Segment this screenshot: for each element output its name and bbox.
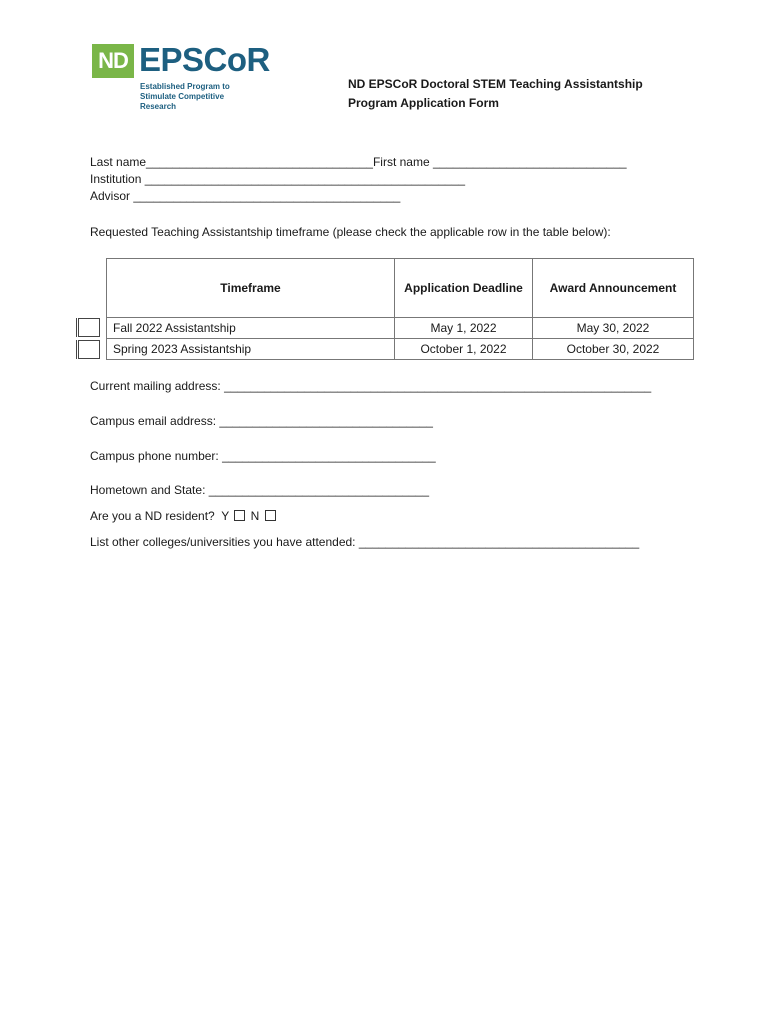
colleges-field[interactable]: __________________________________________ [358, 535, 640, 549]
institution-row [90, 172, 465, 186]
email-label: Campus email address: [90, 414, 217, 428]
first-name-label: First name [372, 155, 430, 169]
name-row [90, 155, 627, 169]
table-header: Award Announcement [533, 259, 694, 318]
advisor-row [90, 189, 400, 203]
resident-y-checkbox[interactable] [234, 510, 245, 521]
phone-field[interactable]: ________________________________ [222, 449, 436, 463]
form-title [348, 75, 643, 113]
table-cell: October 1, 2022 [395, 339, 533, 360]
spring-2023-checkbox[interactable] [78, 340, 100, 359]
table-cell: October 30, 2022 [533, 339, 694, 360]
table-header-row [107, 259, 694, 318]
phone-label: Campus phone number: [90, 449, 219, 463]
advisor-field[interactable]: ________________________________________ [133, 189, 401, 203]
logo-mark: ND [92, 44, 134, 78]
email-row [90, 414, 433, 428]
colleges-label: List other colleges/universities you have attended: [90, 535, 356, 549]
fall-2022-checkbox[interactable] [78, 318, 100, 337]
table-header: Timeframe [107, 259, 395, 318]
table-row [107, 318, 694, 339]
hometown-field[interactable]: _________________________________ [208, 483, 429, 497]
resident-label: Are you a ND resident? [90, 509, 215, 523]
nd-epscor-logo [92, 41, 270, 111]
institution-label: Institution [90, 172, 142, 186]
mailing-row [90, 379, 651, 393]
logo-tagline: Established Program to Stimulate Competitive Research [140, 82, 230, 111]
last-name-field[interactable]: __________________________________ [146, 155, 373, 169]
table-cell: Spring 2023 Assistantship [107, 339, 395, 360]
last-name-label: Last name [90, 155, 147, 169]
logo-brand: EPSCoR [139, 41, 270, 78]
timeframe-instruction: Requested Teaching Assistantship timeframe (please check the applicable row in the table below): [90, 225, 611, 239]
form-title-line2: Program Application Form [348, 96, 499, 110]
email-field[interactable]: ________________________________ [219, 414, 433, 428]
mailing-field[interactable]: ________________________________________________________________ [224, 379, 652, 393]
resident-row [90, 509, 278, 523]
resident-n-checkbox[interactable] [265, 510, 276, 521]
table-cell: May 1, 2022 [395, 318, 533, 339]
form-title-line1: ND EPSCoR Doctoral STEM Teaching Assistantship [348, 77, 643, 91]
resident-y-label: Y [221, 509, 229, 523]
resident-n-label: N [250, 509, 260, 523]
advisor-label: Advisor [90, 189, 131, 203]
timeframe-table [106, 258, 694, 360]
table-header: Application Deadline [395, 259, 533, 318]
phone-row [90, 449, 436, 463]
table-row [107, 339, 694, 360]
mailing-label: Current mailing address: [90, 379, 221, 393]
hometown-row [90, 483, 429, 497]
table-cell: Fall 2022 Assistantship [107, 318, 395, 339]
hometown-label: Hometown and State: [90, 483, 206, 497]
colleges-row [90, 535, 639, 549]
institution-field[interactable]: ________________________________________________ [144, 172, 466, 186]
table-cell: May 30, 2022 [533, 318, 694, 339]
first-name-field[interactable]: _____________________________ [433, 155, 627, 169]
